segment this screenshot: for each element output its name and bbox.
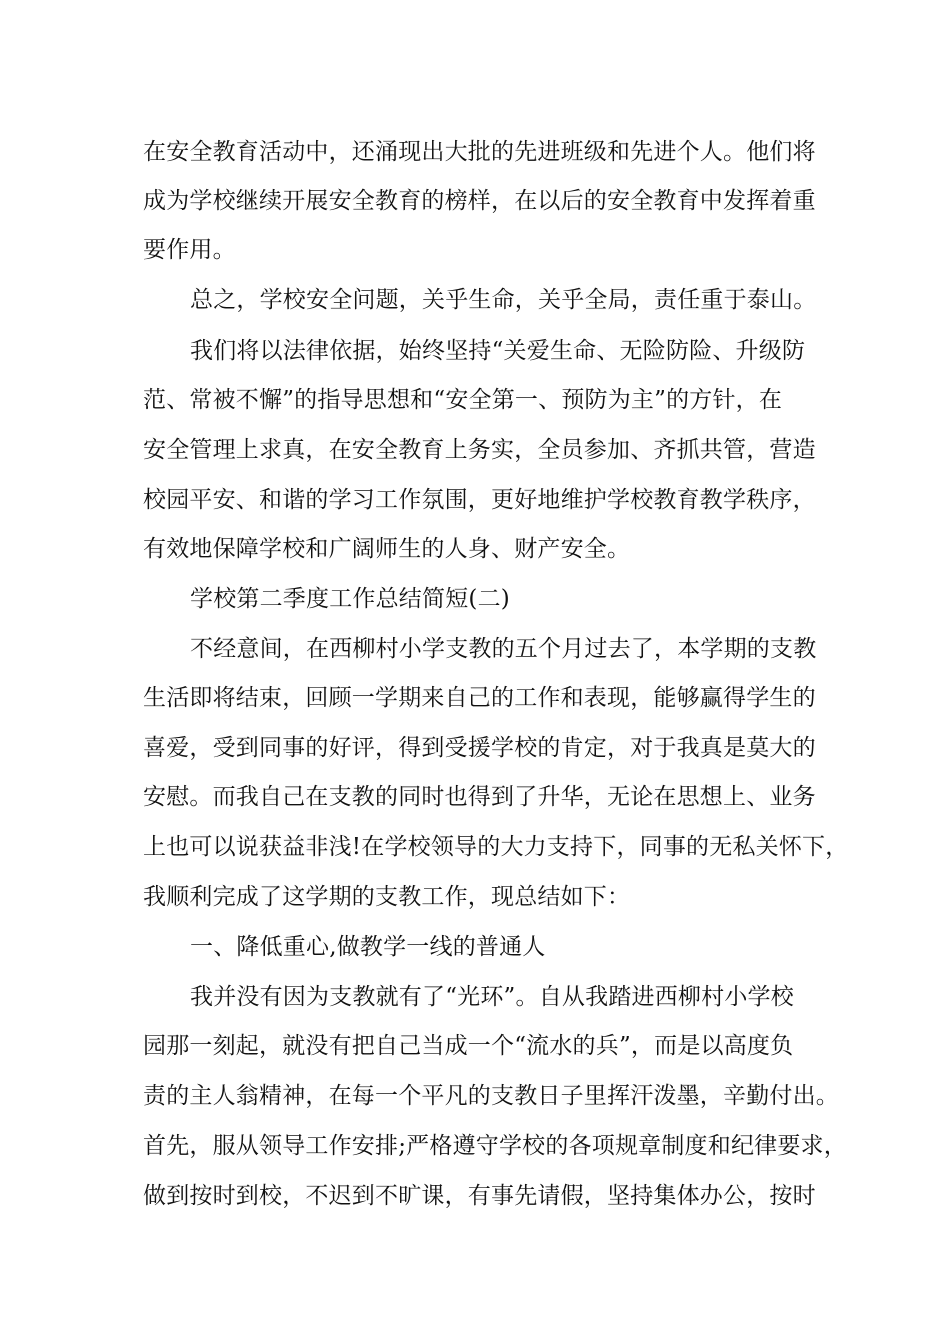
text-line: 生活即将结束，回顾一学期来自己的工作和表现，能够赢得学生的 — [143, 685, 816, 711]
paragraph-start: 我们将以法律依据，始终坚持“关爱生命、无险防险、升级防 — [190, 338, 806, 364]
text-line: 范、常被不懈”的指导思想和“安全第一、预防为主”的方针，在 — [143, 387, 783, 413]
section-heading: 学校第二季度工作总结简短(二) — [190, 586, 510, 612]
text-line: 园那一刻起，就没有把自己当成一个“流水的兵”，而是以高度负 — [143, 1033, 794, 1059]
text-line: 要作用。 — [143, 237, 236, 263]
text-line: 责的主人翁精神，在每一个平凡的支教日子里挥汗泼墨，辛勤付出。 — [143, 1083, 839, 1109]
text-line: 在安全教育活动中，还涌现出大批的先进班级和先进个人。他们将 — [143, 139, 816, 165]
text-line: 做到按时到校，不迟到不旷课，有事先请假，坚持集体办公，按时 — [143, 1183, 816, 1209]
text-line: 首先，服从领导工作安排;严格遵守学校的各项规章制度和纪律要求， — [143, 1133, 847, 1159]
text-line: 上也可以说获益非浅!在学校领导的大力支持下，同事的无私关怀下， — [143, 834, 849, 860]
paragraph-start: 我并没有因为支教就有了“光环”。自从我踏进西柳村小学校 — [190, 984, 794, 1010]
text-line: 我顺利完成了这学期的支教工作，现总结如下： — [143, 884, 631, 910]
text-line: 安全管理上求真，在安全教育上务实，全员参加、齐抓共管，营造 — [143, 437, 816, 463]
paragraph-start: 总之，学校安全问题，关乎生命，关乎全局，责任重于泰山。 — [190, 287, 817, 313]
text-line: 校园平安、和谐的学习工作氛围，更好地维护学校教育教学秩序， — [143, 487, 816, 513]
text-line: 喜爱，受到同事的好评，得到受援学校的肯定，对于我真是莫大的 — [143, 735, 816, 761]
subsection-heading: 一、降低重心,做教学一线的普通人 — [190, 934, 546, 960]
text-line: 安慰。而我自己在支教的同时也得到了升华，无论在思想上、业务 — [143, 784, 816, 810]
text-line: 有效地保障学校和广阔师生的人身、财产安全。 — [143, 536, 631, 562]
text-line: 成为学校继续开展安全教育的榜样，在以后的安全教育中发挥着重 — [143, 188, 816, 214]
paragraph-start: 不经意间，在西柳村小学支教的五个月过去了，本学期的支教 — [190, 636, 817, 662]
